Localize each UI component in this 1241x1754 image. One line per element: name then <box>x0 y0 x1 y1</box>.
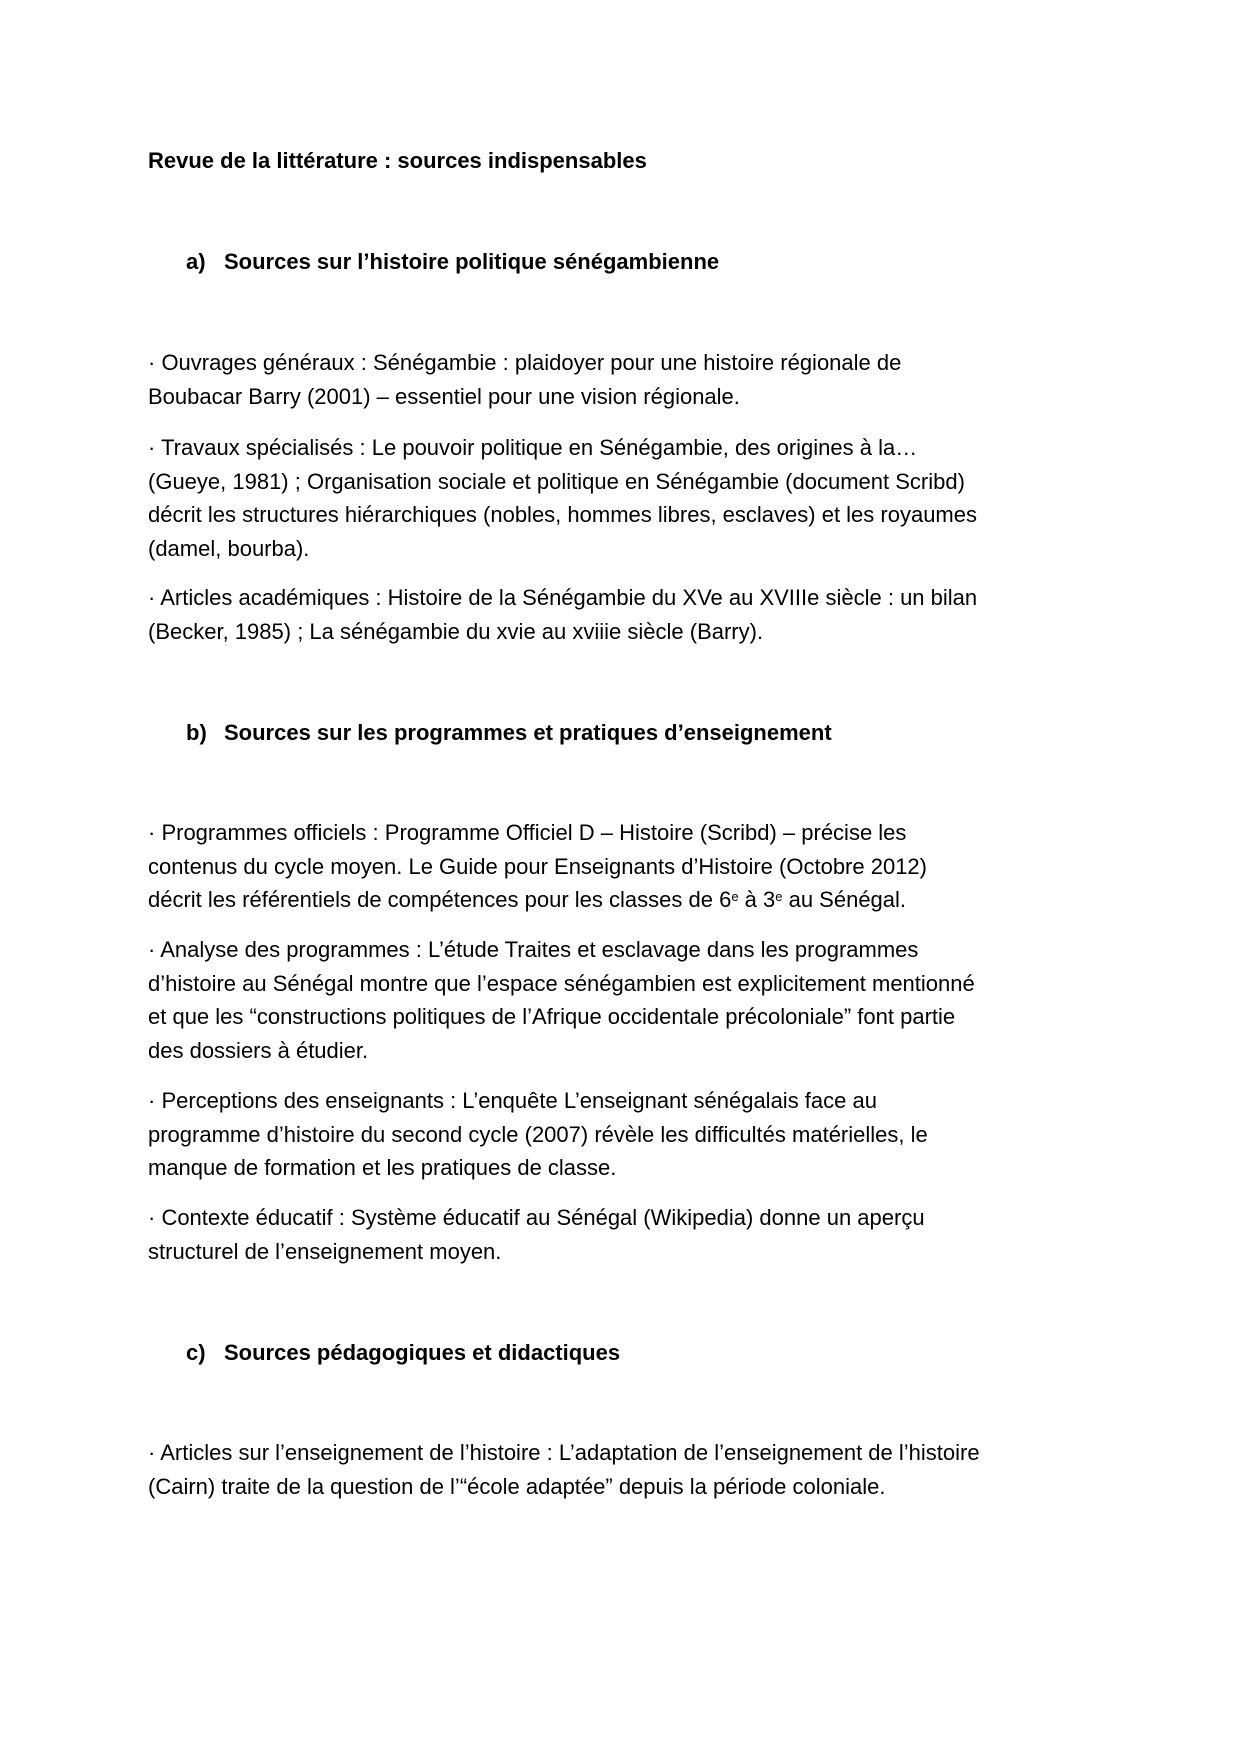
paragraph-line: · Travaux spécialisés : Le pouvoir politique en Sénégambie, des origines à la… <box>148 435 918 460</box>
section-marker: b) <box>186 720 207 745</box>
paragraph-line: · Articles sur l’enseignement de l’histoire : L’adaptation de l’enseignement de l’histoire <box>148 1440 980 1465</box>
paragraph-line: · Programmes officiels : Programme Officiel D – Histoire (Scribd) – précise les <box>148 820 907 845</box>
paragraph-line: programme d’histoire du second cycle (2007) révèle les difficultés matérielles, le <box>148 1121 928 1147</box>
paragraph-line: (Cairn) traite de la question de l’“école adaptée” depuis la période coloniale. <box>148 1473 886 1499</box>
section-heading-b <box>186 716 832 750</box>
paragraph-line: · Articles académiques : Histoire de la Sénégambie du XVe au XVIIIe siècle : un bilan <box>148 585 978 610</box>
paragraph-line: d’histoire au Sénégal montre que l’espace sénégambien est explicitement mentionné <box>148 970 975 996</box>
section-heading-c <box>186 1336 620 1370</box>
section-heading-text: Sources sur les programmes et pratiques d’enseignement <box>224 720 832 745</box>
section-marker: a) <box>186 249 206 274</box>
document-title: Revue de la littérature : sources indispensables <box>148 148 647 173</box>
text-run: à 3 <box>738 887 776 913</box>
paragraph <box>148 1084 928 1185</box>
superscript: e <box>731 889 739 905</box>
section-heading-text: Sources sur l’histoire politique sénégambienne <box>224 249 720 274</box>
paragraph-line: · Ouvrages généraux : Sénégambie : plaidoyer pour une histoire régionale de <box>148 350 902 375</box>
paragraph-line: manque de formation et les pratiques de classe. <box>148 1155 617 1181</box>
paragraph-line <box>148 883 927 917</box>
paragraph <box>148 581 977 648</box>
paragraph-line: des dossiers à étudier. <box>148 1037 369 1063</box>
paragraph-line: (Becker, 1985) ; La sénégambie du xvie au xviiie siècle (Barry). <box>148 618 764 644</box>
paragraph <box>148 1201 925 1268</box>
paragraph <box>148 933 975 1067</box>
section-heading-a <box>186 245 719 279</box>
text-run: au Sénégal. <box>782 887 907 913</box>
text-run: décrit les référentiels de compétences pour les classes de 6 <box>148 887 732 913</box>
paragraph-line: · Analyse des programmes : L’étude Traites et esclavage dans les programmes <box>148 937 919 962</box>
paragraph-line: décrit les structures hiérarchiques (nobles, hommes libres, esclaves) et les royaumes <box>148 502 977 528</box>
section-marker: c) <box>186 1340 206 1365</box>
paragraph-line: · Contexte éducatif : Système éducatif au Sénégal (Wikipedia) donne un aperçu <box>148 1205 925 1230</box>
paragraph-line: Boubacar Barry (2001) – essentiel pour une vision régionale. <box>148 383 740 409</box>
paragraph <box>148 816 927 917</box>
paragraph-line: et que les “constructions politiques de l’Afrique occidentale précoloniale” font partie <box>148 1004 956 1030</box>
paragraph <box>148 1436 980 1503</box>
paragraph-line: (damel, bourba). <box>148 535 310 561</box>
paragraph <box>148 346 901 413</box>
superscript: e <box>775 889 783 905</box>
paragraph-line: · Perceptions des enseignants : L’enquête L’enseignant sénégalais face au <box>148 1088 877 1113</box>
section-heading-text: Sources pédagogiques et didactiques <box>224 1340 621 1365</box>
paragraph-line: contenus du cycle moyen. Le Guide pour Enseignants d’Histoire (Octobre 2012) <box>148 853 927 879</box>
paragraph-line: (Gueye, 1981) ; Organisation sociale et politique en Sénégambie (document Scribd) <box>148 468 965 494</box>
paragraph <box>148 431 977 565</box>
paragraph-line: structurel de l’enseignement moyen. <box>148 1238 502 1264</box>
